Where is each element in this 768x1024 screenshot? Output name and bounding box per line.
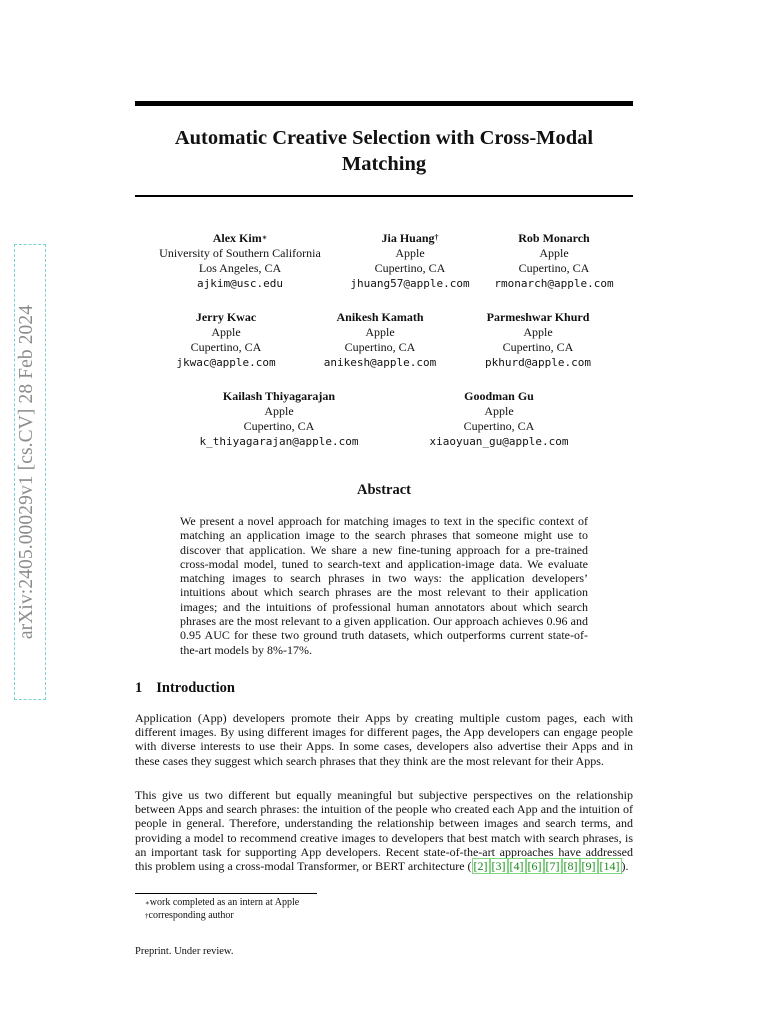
paragraph-text-end: ). — [621, 859, 629, 874]
citation-link[interactable]: [3] — [491, 859, 506, 874]
author-block — [156, 310, 296, 370]
author-affiliation: Apple — [484, 404, 514, 418]
abstract-heading: Abstract — [357, 482, 411, 498]
section-heading — [135, 680, 235, 697]
title-bottom-rule — [135, 195, 633, 197]
author-email[interactable]: rmonarch@apple.com — [494, 277, 614, 290]
author-mark: ∗ — [261, 233, 268, 242]
author-block — [419, 389, 579, 449]
title-top-rule — [135, 101, 633, 106]
author-location: Cupertino, CA — [374, 261, 446, 275]
intro-paragraph-1: Application (App) developers promote their Apps by creating multiple custom pages, each with different images. By using different images for different pages, the App developers can engage people with diverse interests to use their Apps. In some cases, developers also advertise their Apps and in these cases they suggest which search phrases that they think are the most relevant for their Apps. — [135, 711, 633, 768]
section-number: 1 — [135, 680, 143, 696]
footnote-text: corresponding author — [148, 910, 234, 921]
author-email[interactable]: jkwac@apple.com — [176, 356, 276, 369]
footnote-mark: † — [145, 912, 149, 920]
section-title: Introduction — [156, 680, 235, 696]
citation-link[interactable]: [14] — [599, 859, 620, 874]
footnote — [145, 897, 299, 909]
author-email[interactable]: jhuang57@apple.com — [350, 277, 470, 290]
preprint-notice: Preprint. Under review. — [135, 946, 234, 957]
author-name: Goodman Gu — [464, 389, 534, 403]
footnote — [145, 910, 234, 922]
author-name: Jerry Kwac — [195, 310, 257, 324]
author-affiliation: Apple — [365, 325, 395, 339]
author-block — [330, 231, 490, 291]
author-email[interactable]: anikesh@apple.com — [323, 356, 437, 369]
author-affiliation: Apple — [264, 404, 294, 418]
citation-link[interactable]: [8] — [563, 859, 578, 874]
citation-link[interactable]: [2] — [473, 859, 488, 874]
author-mark: † — [434, 233, 439, 242]
author-name: Anikesh Kamath — [336, 310, 424, 324]
author-name: Parmeshwar Khurd — [486, 310, 590, 324]
author-affiliation: University of Southern California — [159, 246, 321, 260]
abstract-text: We present a novel approach for matching images to text in the specific context of matching an application image to the search phrases that someone might use to discover that application. We share a new fine-tuning approach for a pre-trained cross-modal model, tuned to search-text and application-image data. We evaluate matching images to search phrases in two ways: the application developers’ intuitions about which search phrases are the most relevant to their application images; and the intuitions of professional human annotators about which search phrases are the most relevant to a given application. Our approach achieves 0.96 and 0.95 AUC for these two ground truth datasets, which outperforms current state-of-the-art models by 8%-17%. — [180, 514, 588, 657]
author-location: Cupertino, CA — [518, 261, 590, 275]
footnote-rule — [135, 893, 317, 894]
citation-link[interactable]: [9] — [581, 859, 596, 874]
author-email[interactable]: xiaoyuan_gu@apple.com — [429, 435, 569, 448]
author-name: Rob Monarch — [518, 231, 590, 245]
author-block — [484, 231, 624, 291]
author-email[interactable]: pkhurd@apple.com — [485, 356, 591, 369]
footnote-text: work completed as an intern at Apple — [149, 897, 300, 908]
paper-title — [135, 125, 633, 177]
title-line-1: Automatic Creative Selection with Cross-Modal — [174, 127, 594, 149]
author-location: Cupertino, CA — [463, 419, 535, 433]
footnote-mark: ∗ — [145, 899, 150, 907]
paragraph-text: This give us two different but equally meaningful but subjective perspectives on the relationship between Apps and search phrases: the intuition of the people who created each App and the intuition of people in general. Therefore, understanding the relationship between images and search terms, and providing a model to recommend creative images to developers that best match with search phrases, is an important task for supporting App developers. Recent state-of-the-art approaches have addressed this problem using a cross-modal Transformer, or BERT architecture ( — [135, 788, 633, 874]
author-name: Jia Huang — [381, 231, 435, 245]
author-location: Cupertino, CA — [502, 340, 574, 354]
title-line-2: Matching — [341, 153, 427, 175]
author-email[interactable]: ajkim@usc.edu — [196, 277, 284, 290]
author-affiliation: Apple — [211, 325, 241, 339]
author-name: Alex Kim — [212, 231, 262, 245]
author-block — [189, 389, 369, 449]
author-location: Los Angeles, CA — [198, 261, 282, 275]
intro-paragraph-2 — [135, 788, 633, 873]
author-email[interactable]: k_thiyagarajan@apple.com — [199, 435, 359, 448]
author-block — [468, 310, 608, 370]
author-block — [310, 310, 450, 370]
author-affiliation: Apple — [395, 246, 425, 260]
citation-link[interactable]: [6] — [527, 859, 542, 874]
author-affiliation: Apple — [523, 325, 553, 339]
author-name: Kailash Thiyagarajan — [222, 389, 336, 403]
author-location: Cupertino, CA — [190, 340, 262, 354]
arxiv-identifier[interactable]: arXiv:2405.00029v1 [cs.CV] 28 Feb 2024 — [16, 304, 37, 640]
author-location: Cupertino, CA — [344, 340, 416, 354]
author-affiliation: Apple — [539, 246, 569, 260]
author-block — [150, 231, 330, 291]
citation-link[interactable]: [7] — [545, 859, 560, 874]
citation-link[interactable]: [4] — [509, 859, 524, 874]
author-location: Cupertino, CA — [243, 419, 315, 433]
